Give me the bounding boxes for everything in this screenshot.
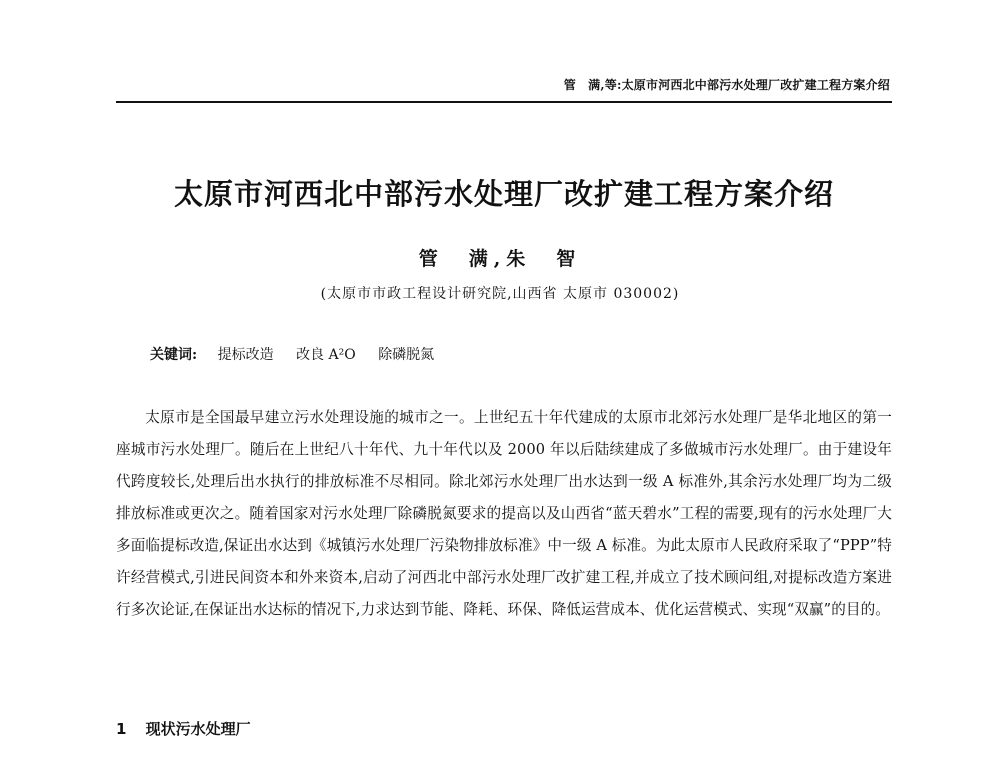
running-header: 管 满,等:太原市河西北中部污水处理厂改扩建工程方案介绍 [563,78,890,92]
section-heading [116,718,251,739]
affiliation: (太原市市政工程设计研究院,山西省 太原市 030002) [320,286,680,302]
header-rule [116,101,892,103]
keywords [150,344,452,364]
section-number: 1 [116,720,127,738]
keyword-term: 提标改造 [217,347,274,363]
intro-paragraph: 太原市是全国最早建立污水处理设施的城市之一。上世纪五十年代建成的太原市北郊污水处理厂是华北地区的第一座城市污水处理厂。随后在上世纪八十年代、九十年代以及 2000 年以后陆续建成了多做城市污水处理厂。由于建设年代跨度较长,处理后出水执行的排放标准不尽相同。除北郊污水处理厂出水达到一级 A 标准外,其余污水处理厂均为二级排放标准或更次之。随着国家对污水处理厂除磷脱氮要求的提高以及山西省“蓝天碧水”工程的需要,现有的污水处理厂大多面临提标改造,保证出水达到《城镇污水处理厂污染物排放标准》中一级 A 标准。为此太原市人民政府采取了“PPP”特许经营模式,引进民间资本和外来资本,启动了河西北中部污水处理厂改扩建工程,并成立了技术顾问组,对提标改造方案进行多次论证,在保证出水达标的情况下,力求达到节能、降耗、环保、降低运营成本、优化运营模式、实现“双赢”的目的。 [116,409,892,618]
keyword-term: 改良 A²O [296,347,356,363]
keywords-label: 关键词: [150,347,198,363]
keyword-term: 除磷脱氮 [378,347,435,363]
paper-title: 太原市河西北中部污水处理厂改扩建工程方案介绍 [173,177,834,211]
authors: 管 满,朱 智 [418,248,582,270]
section-title: 现状污水处理厂 [145,720,251,738]
